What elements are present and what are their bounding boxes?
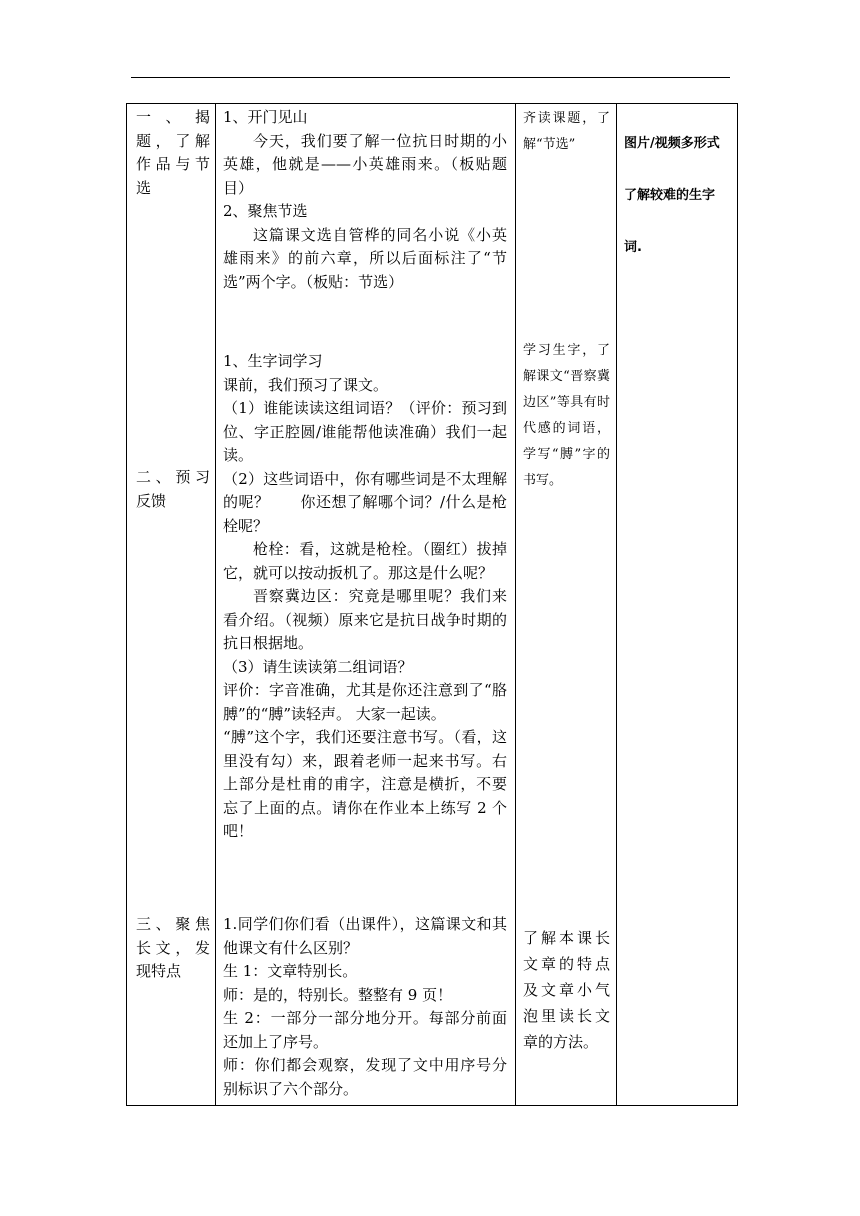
design-note-1: 图片/视频多形式了解较难的生字词. [624,136,720,255]
content-paragraph: （3）请生读读第二组词语？ [223,657,413,676]
content-paragraph: 1.同学们你们看（出课件），这篇课文和其他课文有什么区别？ [223,915,507,957]
content-paragraph: 这篇课文选自管桦的同名小说《小英雄雨来》的前六章，所以后面标注了“节选”两个字。（板贴：节选） [223,225,507,291]
content-paragraph: 师：是的，特别长。整整有 9 页！ [223,985,453,1004]
content-paragraph: 今天，我们要了解一位抗日时期的小英雄，他就是——小英雄雨来。（板贴题目） [223,131,507,197]
content-paragraph: 枪栓：看，这就是枪栓。（圈红）拔掉它，就可以按动扳机了。那这是什么呢？ [223,540,507,582]
section-title-2: 二、预习反馈 [136,468,210,510]
content-paragraph: 课前，我们预习了课文。 [223,375,389,394]
content-paragraph: “膊”这个字，我们还要注意书写。（看，这里没有勾）来，跟着老师一起来书写。右上部分是杜甫的甫字，注意是横折，不要忘了上面的点。请你在作业本上练写 2 个吧！ [223,728,507,840]
teaching-content-3 [223,913,507,1101]
lesson-plan-table [126,103,738,1106]
column-divider [515,104,516,1105]
student-activity-1: 齐读课题，了解“节选” [523,111,610,152]
content-paragraph: 师：你们都会观察，发现了文中用序号分别标识了六个部分。 [223,1056,507,1098]
section-title-3: 三、聚焦长文，发现特点 [136,915,210,980]
content-paragraph: 生 1：文章特别长。 [223,962,358,980]
content-paragraph: （2）这些词语中，你有哪些词是不太理解的呢？ 你还想了解哪个词？/什么是枪栓呢？ [223,469,507,535]
content-heading: 2、聚焦节选 [223,202,308,220]
column-divider [616,104,617,1105]
content-paragraph: 评价：字音准确，尤其是你还注意到了“胳膊”的“膊”读轻声。 大家一起读。 [223,681,507,723]
content-heading: 1、生字词学习 [223,352,323,370]
teaching-content-1 [223,106,507,294]
content-heading: 1、开门见山 [223,108,308,126]
content-paragraph: 生 2：一部分一部分地分开。每部分前面还加上了序号。 [223,1009,507,1051]
teaching-content-2 [223,350,507,844]
header-rule [131,77,730,78]
student-activity-2: 学习生字，了解课文“晋察冀边区”等具有时代感的词语，学写“膊”字的书写。 [523,343,610,488]
column-divider [215,104,216,1105]
content-paragraph: （1）谁能读读这组词语？（评价：预习到位、字正腔圆/谁能帮他读准确）我们一起读。 [223,399,507,464]
section-title-1: 一、揭题，了解作品与节选 [136,108,210,197]
content-paragraph: 晋察冀边区：究竟是哪里呢？我们来看介绍。（视频）原来它是抗日战争时期的抗日根据地。 [223,587,507,652]
student-activity-3: 了解本课长文章的特点及文章小气泡里读长文章的方法。 [523,929,610,1051]
